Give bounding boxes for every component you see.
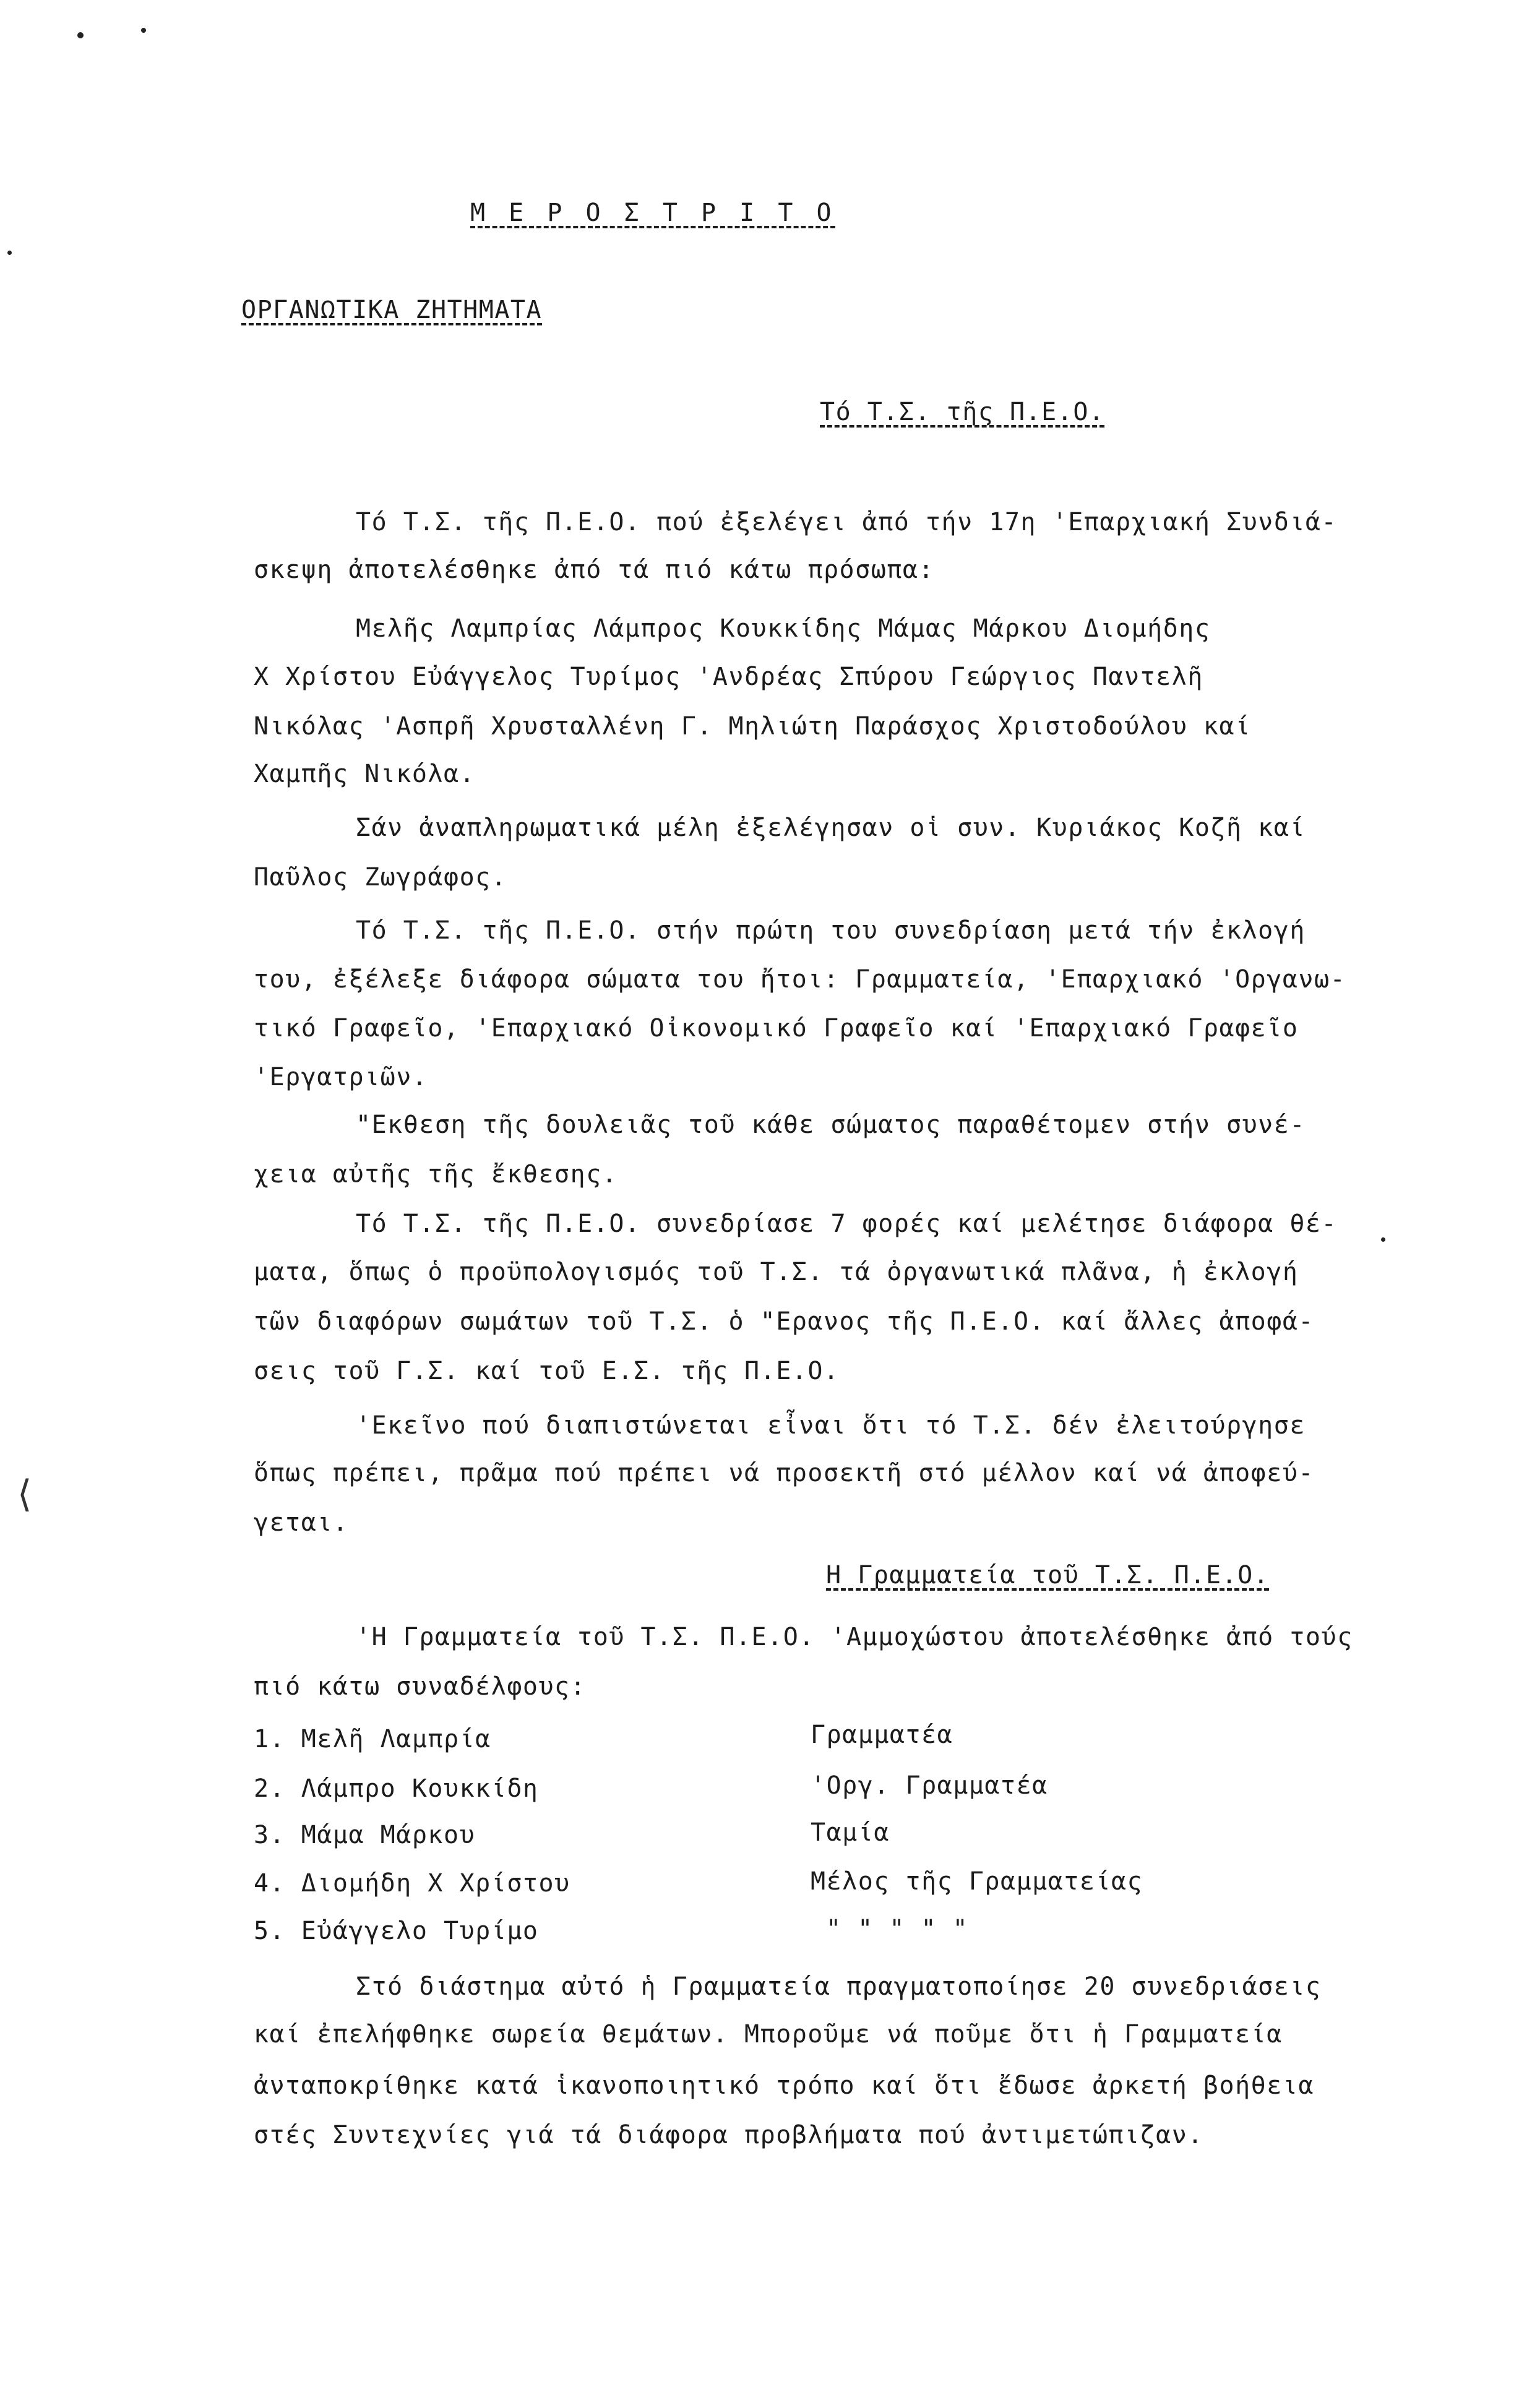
scan-speck [77, 32, 84, 38]
member-role: " " " " " [826, 1915, 969, 1943]
member-name: 2. Λάμπρο Κουκκίδη [254, 1774, 539, 1803]
closing-line: Στό διάστημα αὐτό ἡ Γραμματεία πραγματοποίησε 20 συνεδριάσεις [356, 1972, 1322, 2001]
paragraph-line: τικό Γραφεῖο, 'Επαρχιακό Οἰκονομικό Γραφεῖο καί 'Επαρχιακό Γραφεῖο [254, 1014, 1299, 1043]
paragraph-line: "Εκθεση τῆς δουλειᾶς τοῦ κάθε σώματος παραθέτομεν στήν συνέ- [356, 1111, 1306, 1139]
closing-line: καί ἐπελήφθηκε σωρεία θεμάτων. Μποροῦμε νά ποῦμε ὅτι ἡ Γραμματεία [254, 2020, 1283, 2049]
page-title: Μ Ε Ρ Ο Σ Τ Ρ Ι Τ Ο [470, 199, 836, 227]
scan-speck [1381, 1237, 1385, 1242]
subheading-ts: Τό Τ.Σ. τῆς Π.Ε.Ο. [820, 398, 1105, 426]
paragraph-line: του, ἐξέλεξε διάφορα σώματα του ἤτοι: Γραμματεία, 'Επαρχιακό 'Οργανω- [254, 965, 1346, 994]
paragraph-line: Τό Τ.Σ. τῆς Π.Ε.Ο. στήν πρώτη του συνεδρίαση μετά τήν ἐκλογή [356, 916, 1306, 945]
secretariat-intro-line: πιό κάτω συναδέλφους: [254, 1672, 587, 1701]
member-role: Ταμία [811, 1818, 890, 1847]
paragraph-line: Νικόλας 'Ασπρῆ Χρυσταλλένη Γ. Μηλιώτη Παράσχος Χριστοδούλου καί [254, 712, 1251, 741]
scan-speck [7, 251, 12, 255]
member-name: 5. Εὐάγγελο Τυρίμο [254, 1917, 539, 1945]
closing-line: ἀνταποκρίθηκε κατά ἱκανοποιητικό τρόπο καί ὅτι ἔδωσε ἀρκετή βοήθεια [254, 2071, 1314, 2100]
member-name: 1. Μελῆ Λαμπρία [254, 1725, 491, 1753]
paragraph-line: Παῦλος Ζωγράφος. [254, 863, 507, 892]
section-heading: ΟΡΓΑΝΩΤΙΚΑ ΖΗΤΗΜΑΤΑ [241, 296, 543, 324]
paragraph-line: σεις τοῦ Γ.Σ. καί τοῦ Ε.Σ. τῆς Π.Ε.Ο. [254, 1357, 840, 1385]
paragraph-line: Χαμπῆς Νικόλα. [254, 760, 476, 788]
member-role: Μέλος τῆς Γραμματείας [811, 1867, 1143, 1896]
scan-speck [141, 28, 146, 33]
paragraph-line: Μελῆς Λαμπρίας Λάμπρος Κουκκίδης Μάμας Μάρκου Διομήδης [356, 614, 1211, 643]
member-role: Γραμματέα [811, 1721, 953, 1749]
paragraph-line: γεται. [254, 1508, 349, 1537]
member-role: 'Οργ. Γραμματέα [811, 1771, 1048, 1800]
paragraph-line: χεια αὐτῆς τῆς ἔκθεσης. [254, 1160, 618, 1189]
paragraph-line: ματα, ὅπως ὁ προϋπολογισμός τοῦ Τ.Σ. τά ὀργανωτικά πλᾶνα, ἡ ἐκλογή [254, 1258, 1299, 1286]
closing-line: στές Συντεχνίες γιά τά διάφορα προβλήματα πού ἀντιμετώπιζαν. [254, 2121, 1203, 2149]
paragraph-line: Τό Τ.Σ. τῆς Π.Ε.Ο. συνεδρίασε 7 φορές καί μελέτησε διάφορα θέ- [356, 1210, 1338, 1238]
paragraph-line: ὅπως πρέπει, πρᾶμα πού πρέπει νά προσεκτῆ στό μέλλον καί νά ἀποφεύ- [254, 1459, 1314, 1487]
paragraph-line: Σάν ἀναπληρωματικά μέλη ἐξελέγησαν οἱ συν. Κυριάκος Κοζῆ καί [356, 814, 1306, 842]
secretariat-intro-line: 'Η Γραμματεία τοῦ Τ.Σ. Π.Ε.Ο. 'Αμμοχώστου ἀποτελέσθηκε ἀπό τούς [356, 1623, 1353, 1651]
paragraph-line: Χ Χρίστου Εὐάγγελος Τυρίμος 'Ανδρέας Σπύρου Γεώργιος Παντελῆ [254, 663, 1203, 691]
subheading-secretariat: Η Γραμματεία τοῦ Τ.Σ. Π.Ε.Ο. [826, 1561, 1270, 1589]
member-name: 3. Μάμα Μάρκου [254, 1821, 476, 1849]
paragraph-line: 'Εργατριῶν. [254, 1063, 428, 1091]
paragraph-line: Τό Τ.Σ. τῆς Π.Ε.Ο. πού ἐξελέγει ἀπό τήν 17η 'Επαρχιακή Συνδιά- [356, 508, 1338, 536]
member-name: 4. Διομήδη Χ Χρίστου [254, 1869, 570, 1898]
margin-mark: ⟨ [17, 1473, 32, 1516]
paragraph-line: σκεψη ἀποτελέσθηκε ἀπό τά πιό κάτω πρόσωπα: [254, 556, 935, 584]
paragraph-line: 'Εκεῖνο πού διαπιστώνεται εἶναι ὅτι τό Τ.Σ. δέν ἐλειτούργησε [356, 1411, 1306, 1440]
paragraph-line: τῶν διαφόρων σωμάτων τοῦ Τ.Σ. ὁ "Ερανος τῆς Π.Ε.Ο. καί ἄλλες ἀποφά- [254, 1307, 1314, 1336]
